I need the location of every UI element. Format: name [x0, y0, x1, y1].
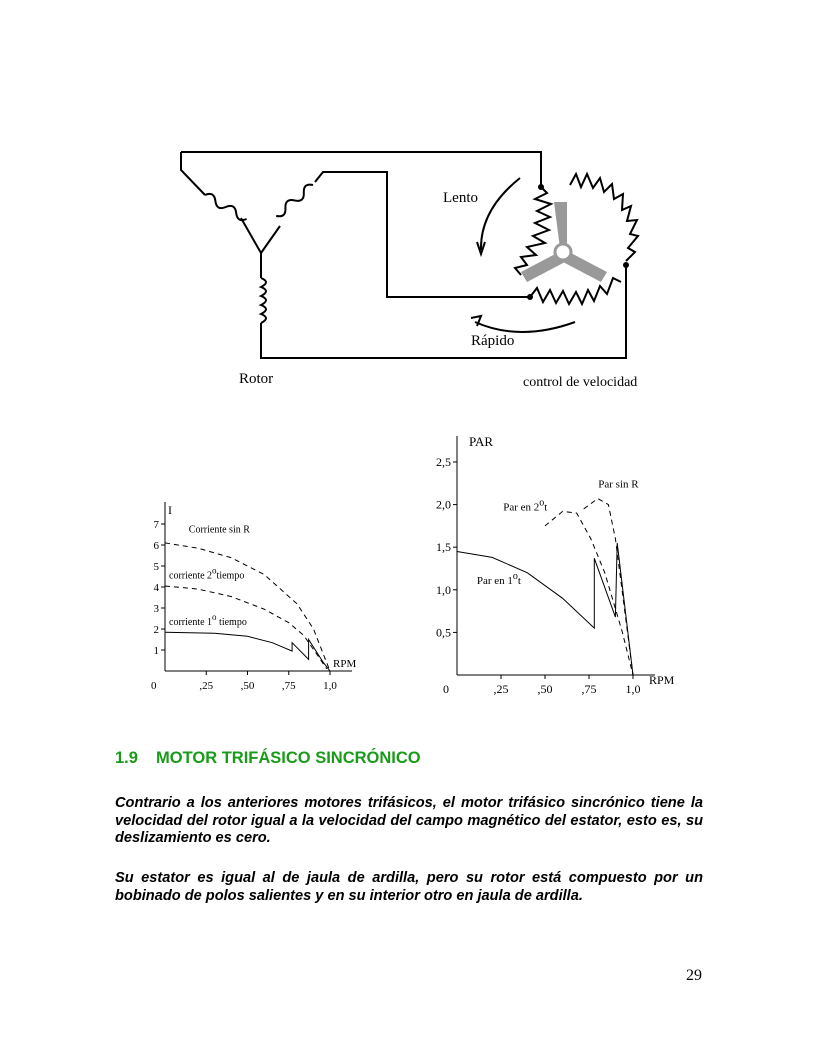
y-tick-label: 4: [153, 582, 159, 594]
speed-control-circuit-diagram: [175, 110, 660, 395]
x-tick-label: ,50: [240, 680, 255, 692]
page-number: 29: [686, 967, 702, 984]
lento-label: Lento: [443, 190, 478, 206]
current-vs-rpm-chart: [140, 475, 375, 710]
x-axis-label: RPM: [649, 673, 675, 687]
torque-vs-rpm-chart: [425, 425, 690, 715]
rapido-label: Rápido: [471, 333, 515, 349]
series-annotation: corriente 1o tiempo: [169, 611, 247, 628]
y-axis-label: PAR: [469, 434, 494, 449]
origin-label: 0: [443, 682, 449, 696]
x-tick-label: ,25: [199, 680, 214, 692]
y-tick-label: 1,5: [436, 540, 451, 555]
x-tick-label: ,75: [581, 682, 597, 696]
series-annotation: Par sin R: [598, 478, 639, 491]
y-tick-label: 3: [153, 603, 159, 615]
series-annotation: Par en 1ot: [476, 570, 521, 587]
series-line: [545, 511, 633, 675]
x-tick-label: ,50: [537, 682, 553, 696]
section-heading: [115, 749, 421, 768]
x-tick-label: ,75: [281, 680, 296, 692]
y-tick-label: 2,0: [436, 497, 451, 512]
origin-label: 0: [151, 680, 157, 692]
y-tick-label: 5: [153, 561, 159, 573]
paragraph-2: Su estator es igual al de jaula de ardilla, pero su rotor está compuesto por un bobinado de polos salientes y en su interior otro en jaula de ardilla.: [115, 870, 703, 904]
y-tick-label: 0,5: [436, 625, 451, 640]
y-axis-label: I: [168, 503, 172, 517]
x-tick-label: ,25: [493, 682, 509, 696]
section-title: MOTOR TRIFÁSICO SINCRÓNICO: [156, 749, 421, 767]
series-line: [165, 543, 330, 671]
y-tick-label: 7: [153, 519, 159, 531]
y-tick-label: 2: [153, 624, 159, 636]
series-line: [457, 543, 633, 675]
section-number: 1.9: [115, 749, 138, 767]
x-tick-label: 1,0: [323, 680, 337, 692]
x-tick-label: 1,0: [625, 682, 641, 696]
speed-control-label: control de velocidad: [523, 375, 638, 390]
series-annotation: corriente 2otiempo: [169, 565, 245, 582]
series-annotation: Corriente sin R: [188, 524, 250, 536]
y-tick-label: 6: [153, 540, 159, 552]
y-tick-label: 2,5: [436, 455, 451, 469]
series-line: [584, 499, 633, 675]
y-tick-label: 1: [153, 645, 159, 657]
x-axis-label: RPM: [333, 658, 357, 670]
rotor-label: Rotor: [239, 371, 274, 387]
series-annotation: Par en 2ot: [503, 497, 548, 514]
paragraph-1: Contrario a los anteriores motores trifásicos, el motor trifásico sincrónico tiene la velocidad del rotor igual a la velocidad del campo magnético del estator, esto es, su deslizamiento es cero.: [115, 795, 703, 846]
y-tick-label: 1,0: [436, 582, 451, 597]
